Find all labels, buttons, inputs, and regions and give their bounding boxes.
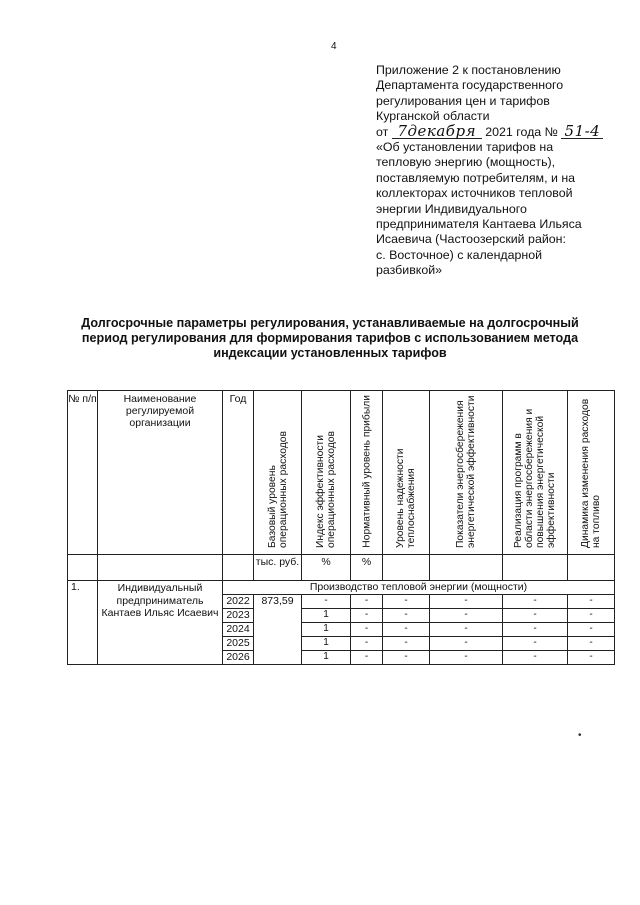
appendix-line: регулирования цен и тарифов — [376, 93, 550, 108]
unit-empty — [430, 555, 503, 581]
fuel-cell: - — [568, 609, 615, 623]
unit-empty — [223, 555, 254, 581]
header-efficiency-cell — [302, 391, 351, 555]
section-title: Производство тепловой энергии (мощности) — [223, 581, 615, 595]
appendix-subject-line: поставляемую потребителям, и на — [376, 170, 576, 185]
header-energy-save-cell — [430, 391, 503, 555]
appendix-subject-line: энергии Индивидуального — [376, 201, 527, 216]
header-org: Наименование регулируемой организации — [98, 391, 223, 555]
header-fuel: Динамика изменения расходов на топливо — [580, 398, 602, 548]
programs-cell: - — [503, 609, 568, 623]
header-energy-save: Показатели энергосбережения энергетической эффективности — [455, 395, 477, 548]
year-cell: 2023 — [223, 609, 254, 623]
year-cell: 2025 — [223, 637, 254, 651]
appendix-line: Курганской области — [376, 109, 490, 124]
reliability-cell: - — [383, 609, 430, 623]
appendix-line: Приложение 2 к постановлению — [376, 63, 561, 77]
profit-cell: - — [351, 609, 383, 623]
profit-cell: - — [351, 595, 383, 609]
section-row — [68, 581, 615, 595]
header-reliability-cell — [383, 391, 430, 555]
title-line: Долгосрочные параметры регулирования, устанавливаемые на долгосрочный — [81, 316, 579, 330]
energy-save-cell: - — [430, 595, 503, 609]
unit-empty — [568, 555, 615, 581]
reliability-cell: - — [383, 595, 430, 609]
title-line: период регулирования для формирования тарифов с использованием метода — [81, 331, 579, 345]
year-cell: 2022 — [223, 595, 254, 609]
header-profit-cell — [351, 391, 383, 555]
header-num: № п/п — [68, 391, 98, 555]
energy-save-cell: - — [430, 623, 503, 637]
efficiency-cell: 1 — [302, 651, 351, 665]
appendix-subject-line: тепловую энергию (мощность), — [376, 155, 556, 170]
energy-save-cell: - — [430, 651, 503, 665]
profit-cell: - — [351, 623, 383, 637]
fuel-cell: - — [568, 595, 615, 609]
header-programs: Реализация программ в области энергосбережения и повышения энергетической эффективности — [513, 408, 557, 548]
header-base: Базовый уровень операционных расходов — [266, 431, 289, 548]
fuel-cell: - — [568, 623, 615, 637]
programs-cell: - — [503, 651, 568, 665]
header-profit: Нормативный уровень прибыли — [361, 395, 372, 548]
energy-save-cell: - — [430, 609, 503, 623]
reliability-cell: - — [383, 637, 430, 651]
parameters-table — [67, 390, 615, 665]
header-base-cell — [254, 391, 302, 555]
row-number: 1. — [68, 581, 98, 665]
unit-base: тыс. руб. — [254, 555, 302, 581]
appendix-subject-line: Исаевича (Частоозерский район: — [376, 232, 566, 247]
energy-save-cell: - — [430, 637, 503, 651]
efficiency-cell: 1 — [302, 623, 351, 637]
appendix-subject-line: коллекторах источников тепловой — [376, 186, 573, 201]
scan-mark: • — [578, 730, 582, 741]
unit-empty — [68, 555, 98, 581]
unit-efficiency: % — [302, 555, 351, 581]
date-prefix: от — [376, 124, 389, 139]
appendix-subject-line: разбивкой» — [376, 263, 443, 278]
unit-empty — [383, 555, 430, 581]
fuel-cell: - — [568, 637, 615, 651]
document-title — [60, 316, 600, 361]
profit-cell: - — [351, 651, 383, 665]
unit-empty — [98, 555, 223, 581]
page-number: 4 — [331, 41, 337, 52]
title-line: индексации установленных тарифов — [213, 346, 447, 360]
appendix-line: Департамента государственного — [376, 78, 564, 93]
profit-cell: - — [351, 637, 383, 651]
unit-profit: % — [351, 555, 383, 581]
handwritten-number: 51-4 — [561, 125, 603, 139]
handwritten-date: 7декабря — [392, 125, 482, 139]
appendix-block — [376, 63, 626, 279]
organization-name: Индивидуальный предприниматель Кантаев Ильяс Исаевич — [98, 581, 223, 665]
header-efficiency: Индекс эффективности операционных расходов — [315, 431, 337, 548]
appendix-date-line — [376, 121, 626, 140]
header-fuel-cell — [568, 391, 615, 555]
fuel-cell: - — [568, 651, 615, 665]
programs-cell: - — [503, 623, 568, 637]
year-cell: 2024 — [223, 623, 254, 637]
programs-cell: - — [503, 637, 568, 651]
header-reliability: Уровень надежности теплоснабжения — [395, 448, 417, 548]
date-suffix: 2021 года № — [485, 124, 558, 139]
appendix-subject-line: предпринимателя Кантаева Ильяса — [376, 217, 582, 232]
efficiency-cell: - — [302, 595, 351, 609]
units-row — [68, 555, 615, 581]
programs-cell: - — [503, 595, 568, 609]
appendix-subject-line: «Об установлении тарифов на — [376, 140, 554, 155]
reliability-cell: - — [383, 651, 430, 665]
base-value: 873,59 — [254, 595, 302, 665]
year-cell: 2026 — [223, 651, 254, 665]
efficiency-cell: 1 — [302, 609, 351, 623]
header-year: Год — [223, 391, 254, 555]
header-row — [68, 391, 615, 555]
unit-empty — [503, 555, 568, 581]
appendix-subject-line: с. Восточное) с календарной — [376, 247, 543, 262]
reliability-cell: - — [383, 623, 430, 637]
header-programs-cell — [503, 391, 568, 555]
efficiency-cell: 1 — [302, 637, 351, 651]
